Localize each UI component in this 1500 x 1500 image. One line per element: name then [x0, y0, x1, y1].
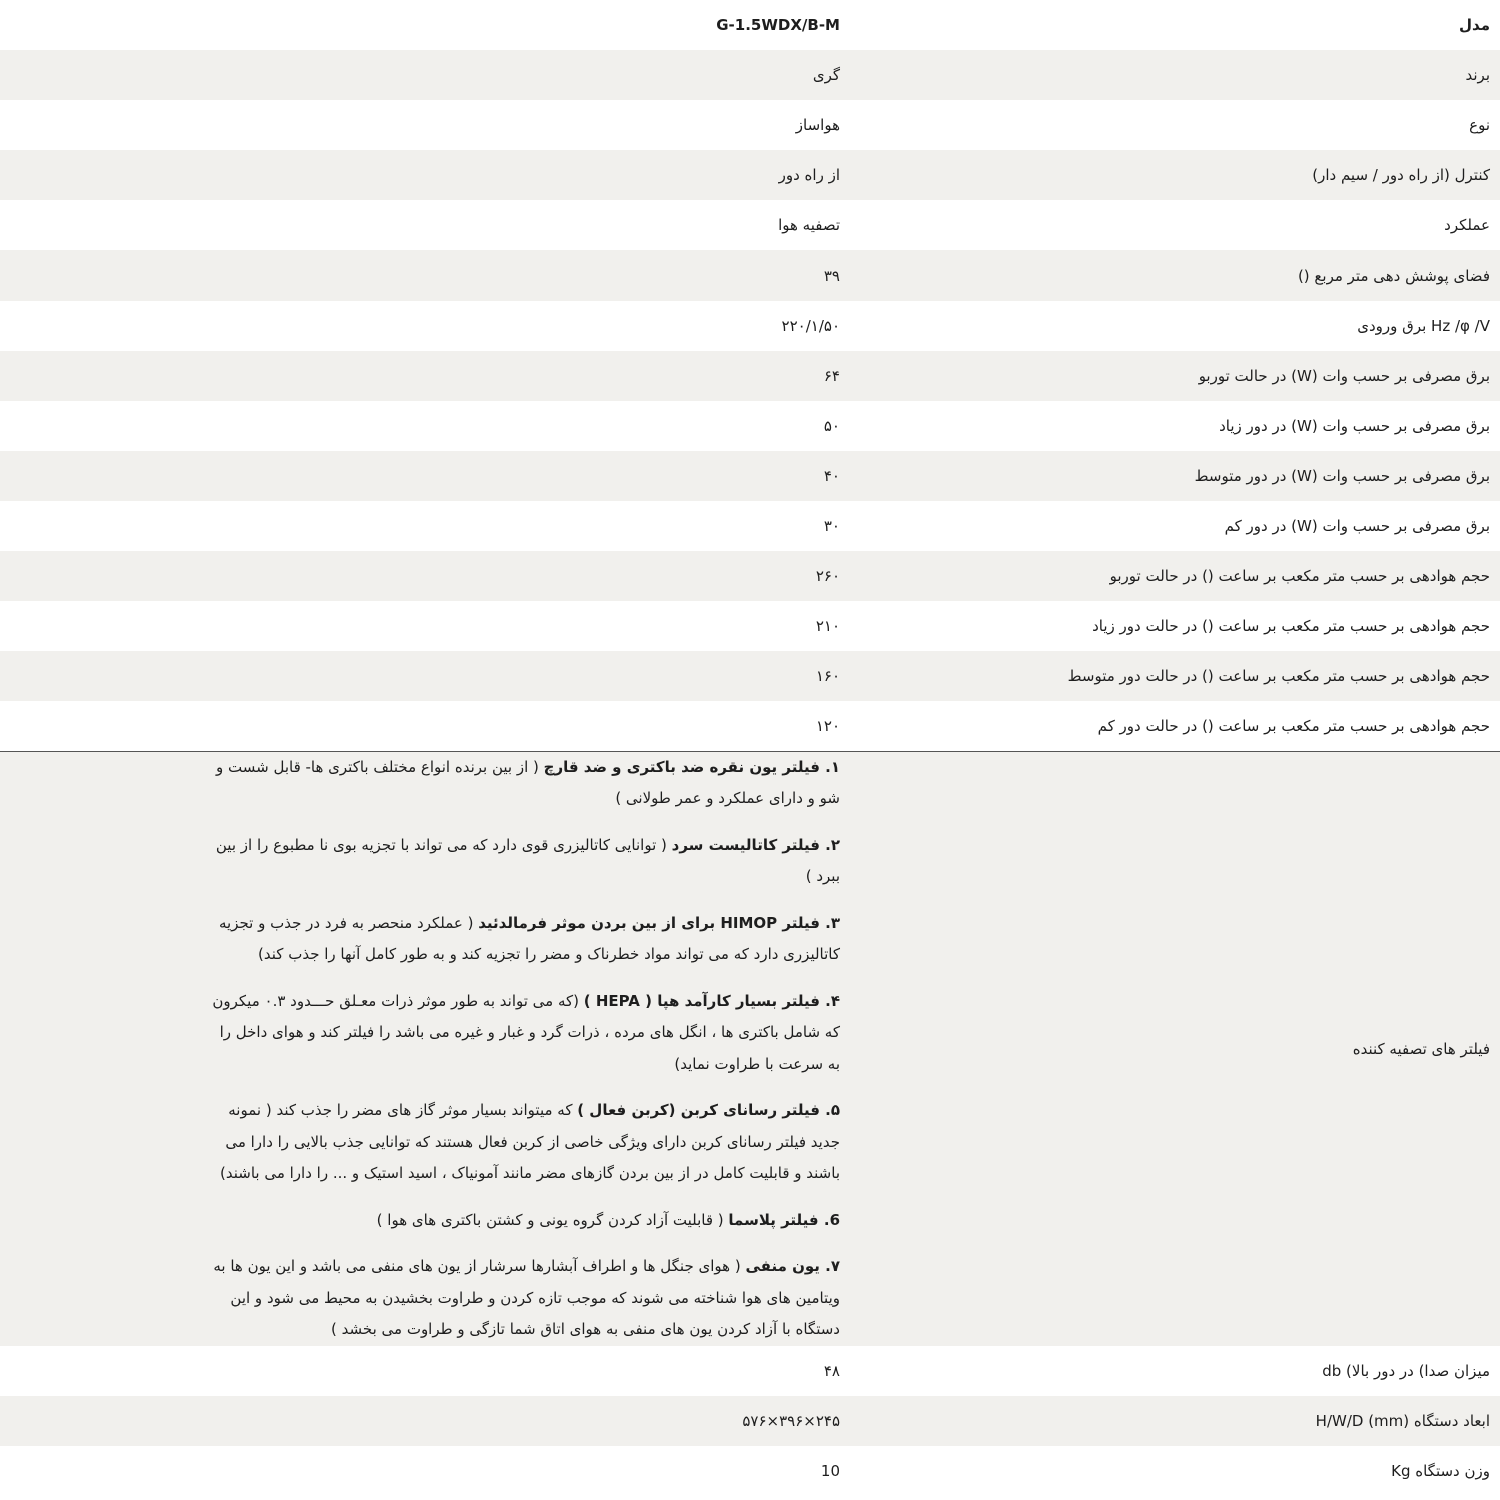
filter-title: یون منفی: [745, 1257, 820, 1276]
filter-title: فیلتر پلاسما: [728, 1210, 819, 1229]
filter-item: [210, 1095, 840, 1190]
spec-value: ۴۰: [823, 466, 840, 485]
filter-number: 6.: [818, 1210, 840, 1229]
filter-item: [210, 1205, 840, 1237]
spec-value: از راه دور: [778, 166, 840, 185]
filter-title: فیلتر یون نقره ضد باکتری و ضد قارچ: [543, 757, 820, 776]
spec-row-power-input: [0, 301, 1500, 351]
filter-number: ۵.: [819, 1101, 840, 1120]
filter-description: ( قابلیت آزاد کردن گروه یونی و کشتن باکتری های هوا ): [376, 1210, 729, 1229]
spec-row-brand: [0, 50, 1500, 100]
spec-row-airflow-high: [0, 601, 1500, 651]
filter-description: (که می تواند به طور موثر ذرات معـلق حـــدود ۰.۳ میکرون که شامل باکتری ها ، انگل های مرده ، ذرات گرد و غبار و غیره می باشد را فیلتر کند و هوای داخل را به سرعت با طراوت نماید): [212, 991, 840, 1073]
filter-description: ( از بین برنده انواع مختلف باکتری ها- قابل شست و شو و دارای عملکرد و عمر طولانی ): [216, 757, 840, 808]
spec-row-noise: [0, 1346, 1500, 1396]
filter-item: [210, 986, 840, 1081]
filter-description: ( توانایی کاتالیزری قوی دارد که می تواند با تجزیه بوی نا مطبوع را از بین ببرد ): [215, 835, 840, 886]
filters-list-cell: [0, 751, 840, 1346]
spec-value: ۵۰: [823, 416, 840, 435]
filter-item: [210, 1251, 840, 1346]
spec-value: تصفیه هوا: [778, 216, 840, 235]
filter-title: فیلتر کاتالیست سرد: [671, 835, 820, 854]
filters-list: [210, 752, 840, 1346]
filter-description: ( هوای جنگل ها و اطراف آبشارها سرشار از یون های منفی می باشد و این یون ها به ویتامین های هوا شناخته می شوند که موجب تازه کردن و طراوت بخشیدن به محیط می شود و این دستگاه با آزاد کردن یون های منفی به هوای اتاق شما تازگی و طراوت می بخشد ): [213, 1257, 840, 1339]
spec-value: هواساز: [795, 116, 840, 135]
spec-label: حجم هوادهی بر حسب متر مکعب بر ساعت () در حالت دور کم: [1097, 717, 1490, 736]
spec-label: فضای پوشش دهی متر مربع (): [1297, 266, 1490, 285]
spec-label: عملکرد: [1444, 216, 1490, 235]
spec-value: ۲۶۰: [815, 567, 840, 586]
spec-label: برق مصرفی بر حسب وات (W) در حالت توربو: [1198, 366, 1490, 385]
spec-label: حجم هوادهی بر حسب متر مکعب بر ساعت () در حالت توربو: [1109, 567, 1490, 586]
spec-row-power-high: [0, 401, 1500, 451]
spec-row-dimensions: [0, 1396, 1500, 1446]
spec-value: ۱۲۰: [815, 717, 840, 736]
spec-row-type: [0, 100, 1500, 150]
spec-row-power-medium: [0, 451, 1500, 501]
spec-label: کنترل (از راه دور / سیم دار): [1312, 166, 1490, 185]
spec-label: برق مصرفی بر حسب وات (W) در دور کم: [1224, 516, 1490, 535]
spec-row-function: [0, 200, 1500, 250]
filter-number: ۲.: [819, 835, 840, 854]
filter-item: [210, 908, 840, 971]
filter-number: ۳.: [819, 913, 840, 932]
filter-title: فیلتر HIMOP برای از بین بردن موثر فرمالدئید: [478, 913, 820, 932]
filter-item: [210, 830, 840, 893]
spec-value: ۶۴: [823, 366, 840, 385]
spec-value: ۲۱۰: [815, 617, 840, 636]
filter-description: که میتواند بسیار موثر گاز های مضر را جذب کند ( نمونه جدید فیلتر رسانای کربن دارای ویژگی خاصی از کربن فعال هستند که توانایی جذب بالایی را دارا می باشند و قابلیت کامل در از بین بردن گازهای مضر مانند آمونیاک ، اسید استیک و ... را دارا می باشند): [220, 1101, 840, 1183]
spec-row-airflow-turbo: [0, 551, 1500, 601]
spec-value: ۳۹: [823, 266, 840, 285]
spec-row-airflow-medium: [0, 651, 1500, 701]
filter-description: ( عملکرد منحصر به فرد در جذب و تجزیه کاتالیزری دارد که می تواند مواد خطرناک و مضر را تجزیه کند و به طور کامل آنها را جذب کند): [218, 913, 840, 964]
spec-row-control: [0, 150, 1500, 200]
spec-label: برند: [1465, 66, 1490, 85]
filter-title: فیلتر رسانای کربن (کربن فعال ): [577, 1101, 820, 1120]
spec-value: G-1.5WDX/B-M: [716, 16, 840, 35]
spec-value: ۴۸: [823, 1361, 840, 1380]
spec-label: برق مصرفی بر حسب وات (W) در دور زیاد: [1219, 416, 1490, 435]
spec-label: ابعاد دستگاه H/W/D (mm): [1315, 1412, 1490, 1431]
spec-value: ۲۴۵×۳۹۶×۵۷۶: [742, 1412, 840, 1431]
spec-value: 10: [820, 1462, 840, 1481]
filter-number: ۷.: [819, 1257, 840, 1276]
spec-label: میزان صدا) در دور بالا) db: [1322, 1361, 1490, 1380]
spec-value: گری: [812, 66, 840, 85]
spec-row-power-turbo: [0, 351, 1500, 401]
spec-label: Hz /φ /V برق ورودی: [1357, 316, 1490, 335]
spec-row-airflow-low: [0, 701, 1500, 751]
filter-number: ۴.: [819, 991, 840, 1010]
filter-item: [210, 752, 840, 815]
filters-label: فیلتر های تصفیه کننده: [1352, 1039, 1490, 1058]
spec-label: حجم هوادهی بر حسب متر مکعب بر ساعت () در حالت دور متوسط: [1067, 667, 1490, 686]
spec-label: برق مصرفی بر حسب وات (W) در دور متوسط: [1194, 466, 1490, 485]
spec-label: حجم هوادهی بر حسب متر مکعب بر ساعت () در حالت دور زیاد: [1092, 617, 1490, 636]
spec-value: ۲۲۰/۱/۵۰: [781, 316, 840, 335]
spec-value: ۱۶۰: [815, 667, 840, 686]
spec-label: مدل: [1459, 16, 1490, 35]
spec-row-filters: [0, 751, 1500, 1346]
spec-label: وزن دستگاه Kg: [1391, 1462, 1490, 1481]
spec-row-coverage: [0, 250, 1500, 300]
spec-row-model: [0, 0, 1500, 50]
filter-title: فیلتر بسیار کارآمد هپا ( HEPA ): [583, 991, 820, 1010]
spec-row-weight: [0, 1446, 1500, 1496]
spec-value: ۳۰: [823, 516, 840, 535]
spec-row-power-low: [0, 501, 1500, 551]
spec-label: نوع: [1469, 116, 1490, 135]
filter-number: ۱.: [819, 757, 840, 776]
